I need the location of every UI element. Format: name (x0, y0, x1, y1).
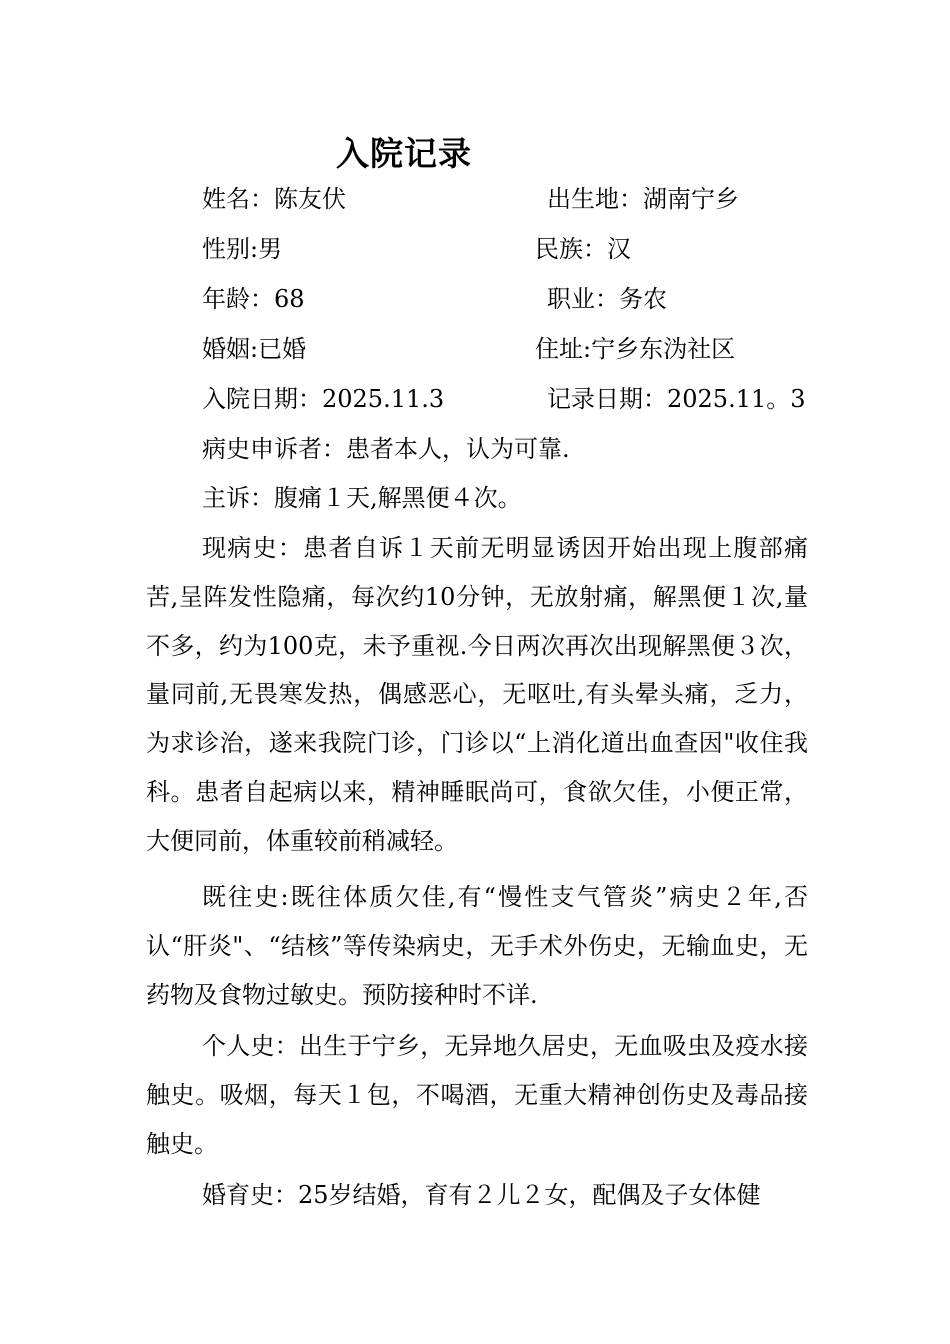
past-history: 既往史:既往体质欠佳,有“慢性支气管炎”病史２年,否认“肝炎"、“结核”等传染病史，无手术外伤史，无输血史，无药物及食物过敏史。预防接种时不详. (146, 883, 808, 1009)
marital-history: 婚育史：25岁结婚，育有２儿２女，配偶及子女体健 (202, 1181, 761, 1209)
patient-gender: 性别:男 (202, 235, 283, 263)
personal-history: 个人史：出生于宁乡，无异地久居史，无血吸虫及疫水接触史。吸烟，每天１包，不喝酒，无重大精神创伤史及毒品接触史。 (146, 1032, 808, 1158)
record-date: 记录日期：2025.11。3 (547, 385, 806, 413)
patient-name: 姓名：陈友伏 (202, 185, 346, 213)
page-title: 入院记录 (336, 134, 472, 173)
patient-age: 年龄：68 (202, 285, 305, 313)
patient-occupation: 职业：务农 (547, 285, 667, 313)
admission-date: 入院日期：2025.11.3 (202, 385, 445, 413)
history-informant: 病史申诉者：患者本人，认为可靠. (202, 435, 570, 463)
chief-complaint: 主诉：腹痛１天,解黑便４次。 (202, 484, 522, 512)
patient-address: 住址:宁乡东沩社区 (535, 335, 736, 363)
patient-marriage: 婚姻:已婚 (202, 335, 307, 363)
patient-birthplace: 出生地：湖南宁乡 (547, 185, 739, 213)
present-illness-history: 现病史：患者自诉１天前无明显诱因开始出现上腹部痛苦,呈阵发性隐痛，每次约10分钟，无放射痛，解黑便１次,量不多，约为100克，未予重视.今日两次再次出现解黑便３次，量同前,无畏寒发热，偶感恶心，无呕吐,有头晕头痛，乏力，为求诊治，遂来我院门诊，门诊以“上消化道出血查因"收住我科。患者自起病以来，精神睡眠尚可，食欲欠佳，小便正常，大便同前，体重较前稍减轻。 (146, 534, 808, 855)
patient-ethnicity: 民族：汉 (535, 235, 631, 263)
